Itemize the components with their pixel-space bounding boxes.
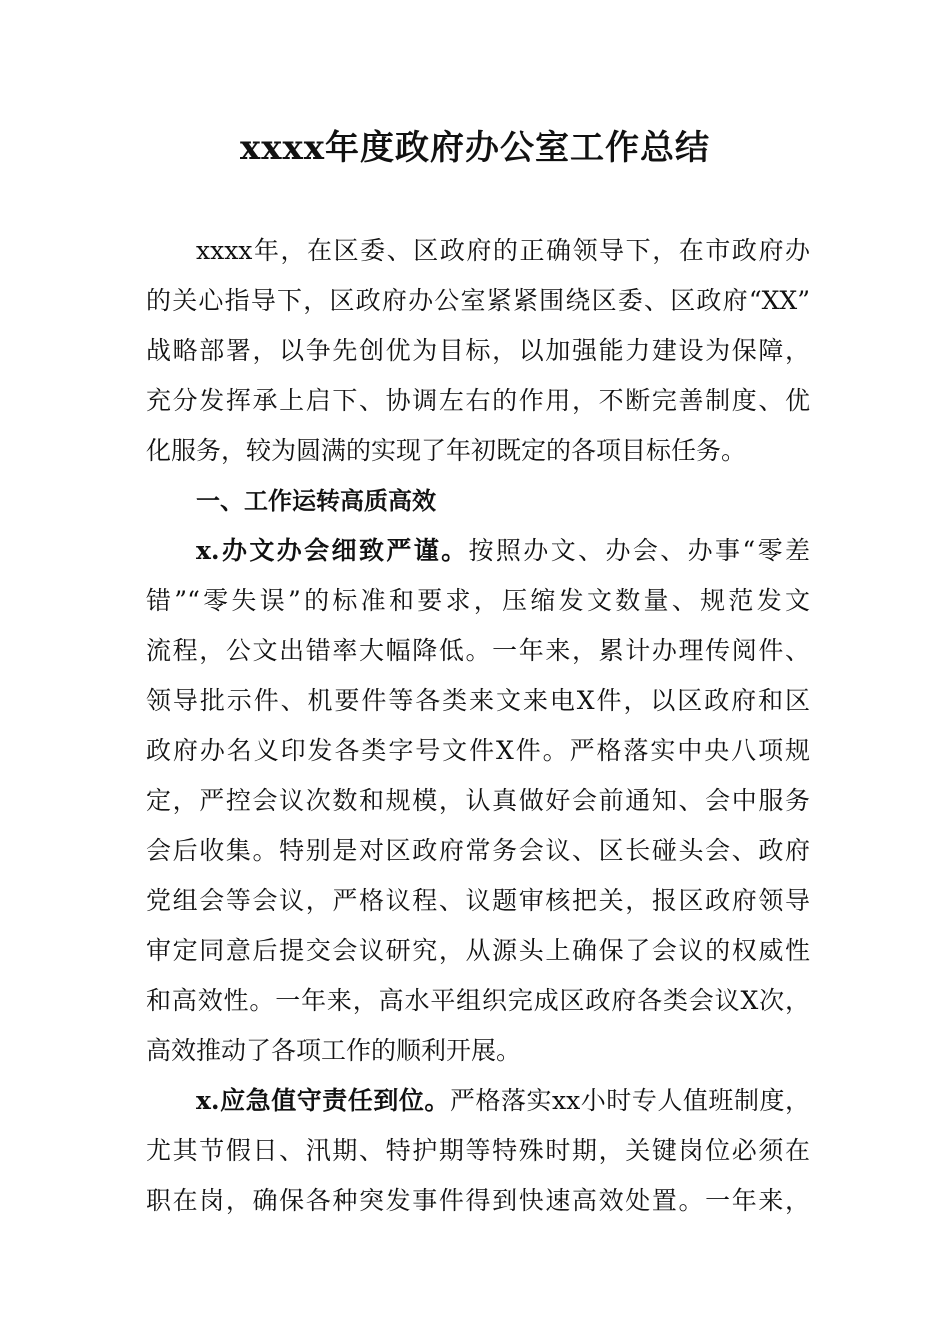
item-1-line: 高效推动了各项工作的顺利开展。 xyxy=(146,1036,522,1065)
item-1-first-rest: 按照办文、办会、办事“零差 xyxy=(468,536,810,565)
item-2-line: 尤其节假日、汛期、特护期等特殊时期，关键岗位必须在 xyxy=(146,1136,810,1165)
item-2-lead: x.应急值守责任到位。 xyxy=(196,1086,450,1115)
item-1-line: 领导批示件、机要件等各类来文来电X件，以区政府和区 xyxy=(146,686,810,715)
item-1-line: 会后收集。特别是对区政府常务会议、区长碰头会、政府 xyxy=(146,836,810,865)
item-2-first-line xyxy=(146,1076,810,1126)
item-1-line: 和高效性。一年来，高水平组织完成区政府各类会议X次， xyxy=(146,986,810,1015)
intro-paragraph xyxy=(146,226,810,476)
item-1-line: 党组会等会议，严格议程、议题审核把关，报区政府领导 xyxy=(146,886,810,915)
intro-line: 化服务，较为圆满的实现了年初既定的各项目标任务。 xyxy=(146,436,747,465)
section-heading: 一、工作运转高质高效 xyxy=(196,487,436,515)
item-1-line: 政府办名义印发各类字号文件X件。严格落实中央八项规 xyxy=(146,736,810,765)
document-title: xxxx年度政府办公室工作总结 xyxy=(239,128,711,168)
intro-line: 充分发挥承上启下、协调左右的作用，不断完善制度、优 xyxy=(146,386,810,415)
item-1-paragraph xyxy=(146,526,810,1076)
intro-line: xxxx年，在区委、区政府的正确领导下，在市政府办 xyxy=(196,236,810,265)
item-2-line: 职在岗，确保各种突发事件得到快速高效处置。一年来， xyxy=(146,1186,810,1215)
item-1-line: 审定同意后提交会议研究，从源头上确保了会议的权威性 xyxy=(146,936,810,965)
item-1-line: 流程，公文出错率大幅降低。一年来，累计办理传阅件、 xyxy=(146,636,810,665)
item-2-first-rest: 严格落实xx小时专人值班制度， xyxy=(449,1086,811,1115)
intro-line: 的关心指导下，区政府办公室紧紧围绕区委、区政府“XX” xyxy=(146,286,810,315)
item-1-lead: x.办文办会细致严谨。 xyxy=(196,536,469,565)
item-1-line: 错”“零失误”的标准和要求，压缩发文数量、规范发文 xyxy=(146,586,810,615)
item-1-line: 定，严控会议次数和规模，认真做好会前通知、会中服务 xyxy=(146,786,810,815)
document-body xyxy=(146,226,810,1226)
item-1-first-line xyxy=(146,526,810,576)
item-2-paragraph xyxy=(146,1076,810,1226)
intro-line: 战略部署，以争先创优为目标，以加强能力建设为保障， xyxy=(146,336,810,365)
